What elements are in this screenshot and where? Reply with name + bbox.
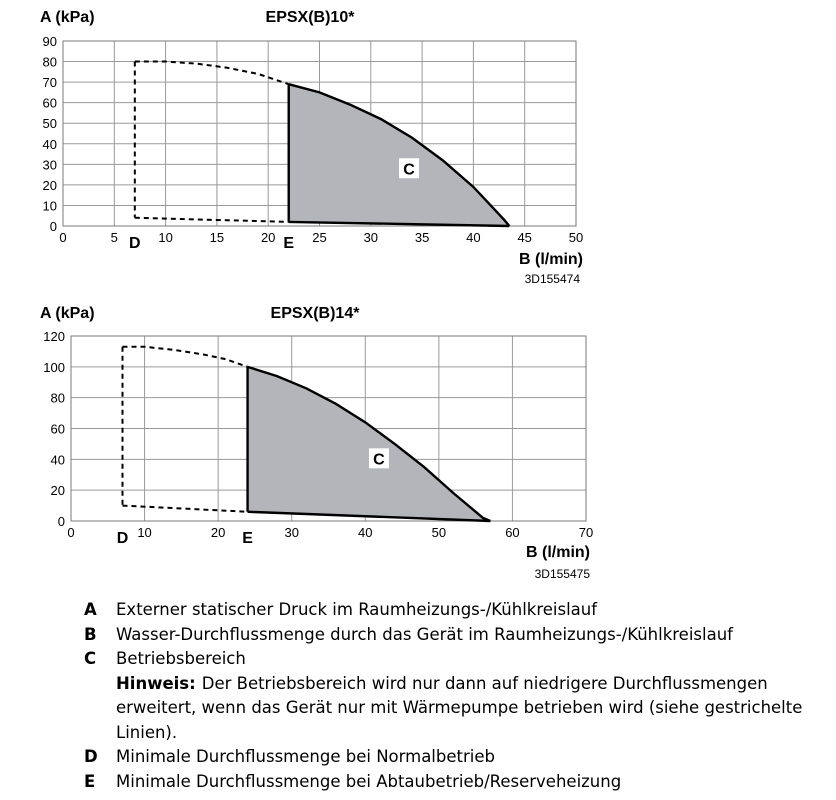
chart-title: EPSX(B)14* bbox=[270, 305, 360, 322]
x-tick-label: 40 bbox=[466, 230, 481, 245]
legend-text: Externer statischer Druck im Raumheizungs-/Kühlkreislauf bbox=[116, 600, 598, 619]
extended-range-top-dashed bbox=[123, 347, 248, 367]
legend-key: B bbox=[84, 624, 97, 644]
legend-key: E bbox=[84, 771, 96, 791]
y-axis-label: A (kPa) bbox=[40, 9, 95, 26]
legend-text: Minimale Durchflussmenge bei Normalbetrieb bbox=[116, 747, 495, 766]
y-tick-label: 70 bbox=[42, 75, 57, 91]
legend bbox=[84, 598, 824, 794]
x-tick-label: 25 bbox=[312, 230, 327, 245]
x-tick-label: 0 bbox=[67, 525, 75, 540]
legend-item-c bbox=[84, 647, 824, 672]
extended-range-bottom-dashed bbox=[123, 506, 248, 512]
x-tick-label: 45 bbox=[517, 230, 532, 245]
y-tick-label: 0 bbox=[57, 514, 65, 529]
x-tick-label: 10 bbox=[137, 525, 152, 540]
x-tick-label: 20 bbox=[260, 230, 276, 245]
document-id: 3D155475 bbox=[534, 567, 590, 581]
y-tick-label: 90 bbox=[42, 34, 57, 49]
marker-e: E bbox=[283, 235, 295, 252]
note-text: Der Betriebsbereich wird nur dann auf niedrigere Durchflussmengen erweitert, wenn das Gerät nur mit Wärmepumpe betrieben wird (siehe gestrichelte Linien). bbox=[116, 673, 803, 742]
legend-text: Minimale Durchflussmenge bei Abtaubetrieb/Reserveheizung bbox=[116, 771, 622, 791]
document-id: 3D155474 bbox=[524, 272, 580, 286]
marker-e: E bbox=[242, 530, 253, 547]
legend-key: D bbox=[84, 747, 98, 766]
legend-item-b bbox=[84, 623, 824, 648]
legend-note bbox=[84, 672, 824, 746]
marker-d: D bbox=[129, 235, 141, 252]
y-tick-label: 30 bbox=[42, 157, 57, 173]
y-tick-label: 60 bbox=[50, 421, 65, 437]
y-tick-label: 100 bbox=[43, 359, 65, 375]
y-tick-label: 20 bbox=[42, 177, 57, 193]
y-tick-label: 80 bbox=[42, 54, 57, 70]
x-tick-label: 40 bbox=[358, 525, 373, 540]
y-axis-label: A (kPa) bbox=[40, 305, 95, 322]
x-tick-label: 10 bbox=[158, 230, 173, 245]
x-tick-label: 30 bbox=[284, 525, 299, 540]
y-tick-label: 20 bbox=[50, 483, 65, 499]
operating-range-area bbox=[248, 367, 491, 521]
x-tick-label: 30 bbox=[363, 230, 379, 245]
extended-range-bottom-dashed bbox=[135, 218, 289, 222]
x-tick-label: 15 bbox=[209, 230, 225, 245]
y-tick-label: 80 bbox=[50, 390, 65, 406]
legend-key: C bbox=[84, 649, 97, 668]
region-label-c: C bbox=[373, 451, 385, 469]
x-tick-label: 0 bbox=[59, 230, 67, 245]
y-tick-label: 40 bbox=[42, 136, 57, 152]
marker-d: D bbox=[116, 530, 129, 547]
legend-text: Wasser-Durchflussmenge durch das Gerät im Raumheizungs-/Kühlkreislauf bbox=[116, 624, 733, 644]
legend-item-a bbox=[84, 598, 824, 623]
chart-title: EPSX(B)10* bbox=[265, 9, 355, 26]
y-tick-label: 0 bbox=[49, 219, 57, 234]
x-tick-label: 70 bbox=[578, 525, 594, 540]
legend-item-e bbox=[84, 770, 824, 795]
note-label: Hinweis: bbox=[116, 673, 196, 693]
x-axis-label: B (l/min) bbox=[526, 544, 590, 561]
x-tick-label: 5 bbox=[110, 230, 118, 245]
x-tick-label: 60 bbox=[505, 525, 520, 540]
y-tick-label: 10 bbox=[42, 198, 57, 214]
x-tick-label: 50 bbox=[431, 525, 447, 540]
x-tick-label: 35 bbox=[414, 230, 430, 245]
operating-range-area bbox=[289, 84, 510, 226]
region-label-c: C bbox=[403, 161, 415, 179]
y-tick-label: 50 bbox=[42, 116, 57, 132]
x-tick-label: 50 bbox=[568, 230, 584, 245]
legend-key: A bbox=[84, 600, 97, 619]
x-tick-label: 20 bbox=[210, 525, 226, 540]
y-tick-label: 120 bbox=[43, 329, 65, 344]
legend-item-d bbox=[84, 745, 824, 770]
extended-range-top-dashed bbox=[135, 62, 289, 85]
legend-text: Betriebsbereich bbox=[116, 649, 246, 668]
y-tick-label: 40 bbox=[50, 452, 65, 468]
x-axis-label: B (l/min) bbox=[519, 251, 583, 268]
y-tick-label: 60 bbox=[42, 95, 57, 111]
